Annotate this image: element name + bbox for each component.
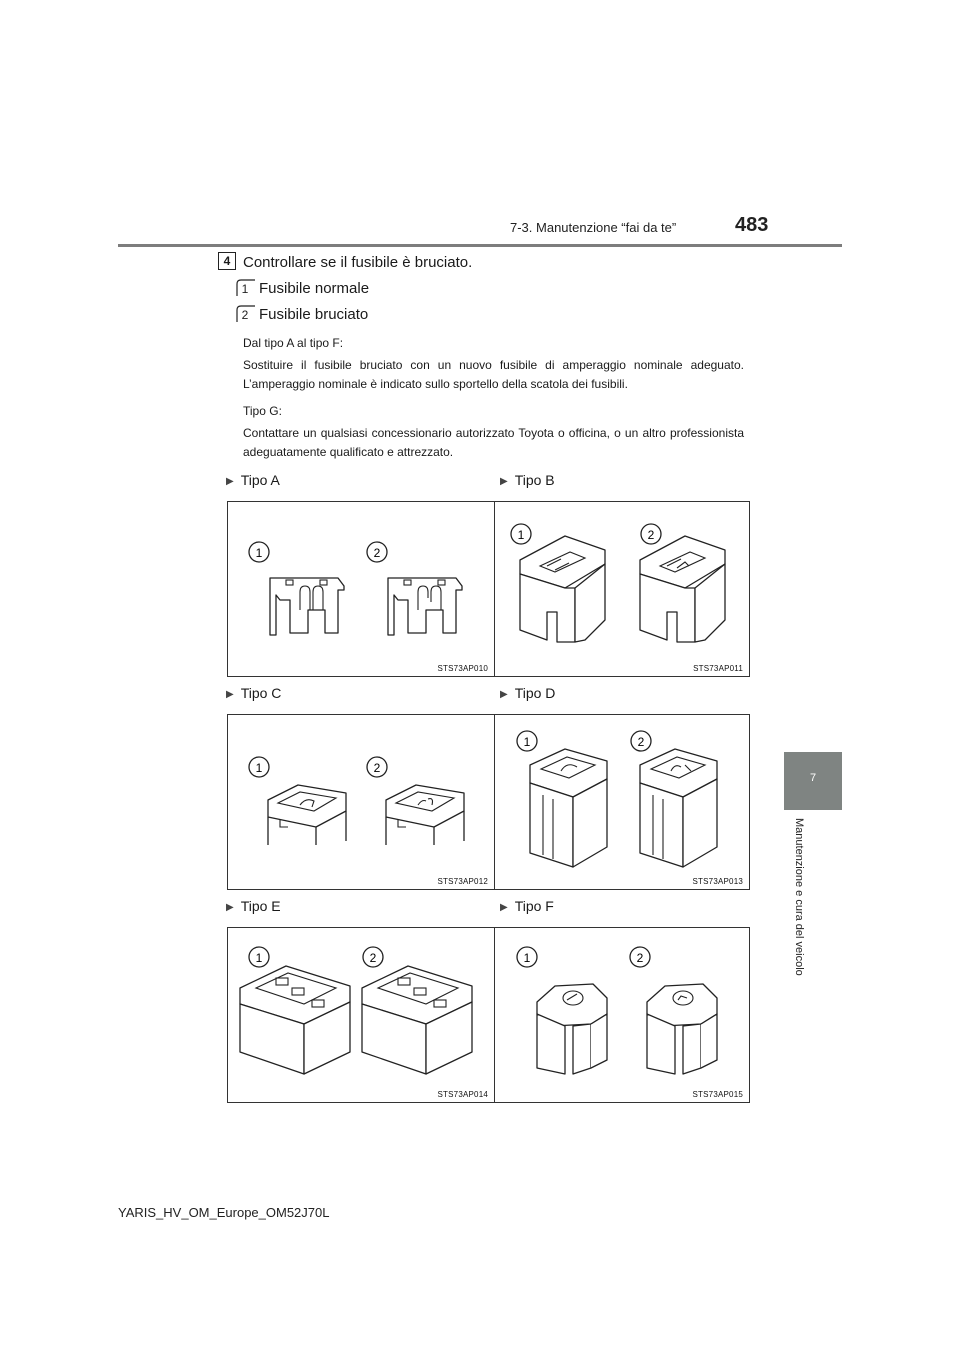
chapter-tab: [784, 752, 842, 810]
caption-type-a: ▶ Tipo A: [226, 472, 280, 488]
section-title: 7-3. Manutenzione “fai da te”: [510, 220, 677, 235]
triangle-bullet-icon: ▶: [500, 689, 508, 700]
callout-label: 2: [373, 546, 381, 560]
triangle-bullet-icon: ▶: [226, 476, 234, 487]
callout-label: 2: [369, 951, 377, 965]
callout-label: 2: [637, 735, 645, 749]
callout-label: 2: [647, 528, 655, 542]
figure-type-d: [494, 714, 750, 890]
figure-code: STS73AP014: [437, 1090, 488, 1099]
fuse-type-f-illustration: [495, 928, 749, 1102]
page-number: 483: [735, 214, 769, 236]
caption-type-b: ▶ Tipo B: [500, 472, 555, 488]
triangle-bullet-icon: ▶: [226, 902, 234, 913]
fuse-type-a-illustration: [228, 502, 494, 676]
chapter-number: 7: [809, 772, 817, 784]
callout-label: 1: [255, 546, 263, 560]
paragraph-type-a-f: Dal tipo A al tipo F:: [243, 336, 344, 350]
callout-label: 2: [373, 761, 381, 775]
figure-type-c: [227, 714, 495, 890]
step-number-badge: 4: [218, 252, 236, 270]
document-id: YARIS_HV_OM_Europe_OM52J70L: [118, 1205, 330, 1220]
triangle-bullet-icon: ▶: [500, 902, 508, 913]
step-instruction: Controllare se il fusibile è bruciato.: [243, 254, 473, 271]
callout-label: 1: [523, 735, 531, 749]
triangle-bullet-icon: ▶: [226, 689, 234, 700]
caption-type-e: ▶ Tipo E: [226, 898, 281, 914]
header-rule: [118, 244, 842, 247]
callout-1-label: 1: [241, 282, 249, 296]
callout-label: 1: [517, 528, 525, 542]
callout-label: 1: [523, 951, 531, 965]
callout-2-icon: [236, 305, 256, 323]
item-blown-fuse: Fusibile bruciato: [259, 306, 369, 323]
callout-label: 1: [255, 951, 263, 965]
figure-type-b: [494, 501, 750, 677]
callout-1-icon: [236, 279, 256, 297]
figure-code: STS73AP010: [437, 664, 488, 673]
figure-code: STS73AP013: [692, 877, 743, 886]
paragraph-contact: Contattare un qualsiasi concessionario autorizzato Toyota o officina, o un altro professionista adeguatamente qualificato e attrezzato.: [243, 426, 744, 459]
fuse-type-b-illustration: [495, 502, 749, 676]
callout-2-label: 2: [241, 308, 249, 322]
figure-type-f: [494, 927, 750, 1103]
caption-type-c: ▶ Tipo C: [226, 685, 282, 701]
fuse-type-c-illustration: [228, 715, 494, 889]
figure-code: STS73AP012: [437, 877, 488, 886]
paragraph-type-g: Tipo G:: [243, 404, 282, 418]
caption-type-d: ▶ Tipo D: [500, 685, 556, 701]
callout-label: 2: [636, 951, 644, 965]
figure-code: STS73AP015: [692, 1090, 743, 1099]
paragraph-replace: Sostituire il fusibile bruciato con un nuovo fusibile di amperaggio nominale adeguato. L’amperaggio nominale è indicato sullo sportello della scatola dei fusibili.: [243, 358, 744, 391]
figure-code: STS73AP011: [693, 664, 743, 673]
figure-type-e: [227, 927, 495, 1103]
fuse-type-d-illustration: [495, 715, 749, 889]
callout-label: 1: [255, 761, 263, 775]
chapter-title: Manutenzione e cura del veicolo: [793, 818, 805, 976]
fuse-type-e-illustration: [228, 928, 494, 1102]
caption-type-f: ▶ Tipo F: [500, 898, 554, 914]
item-normal-fuse: Fusibile normale: [259, 280, 370, 297]
figure-type-a: [227, 501, 495, 677]
triangle-bullet-icon: ▶: [500, 476, 508, 487]
